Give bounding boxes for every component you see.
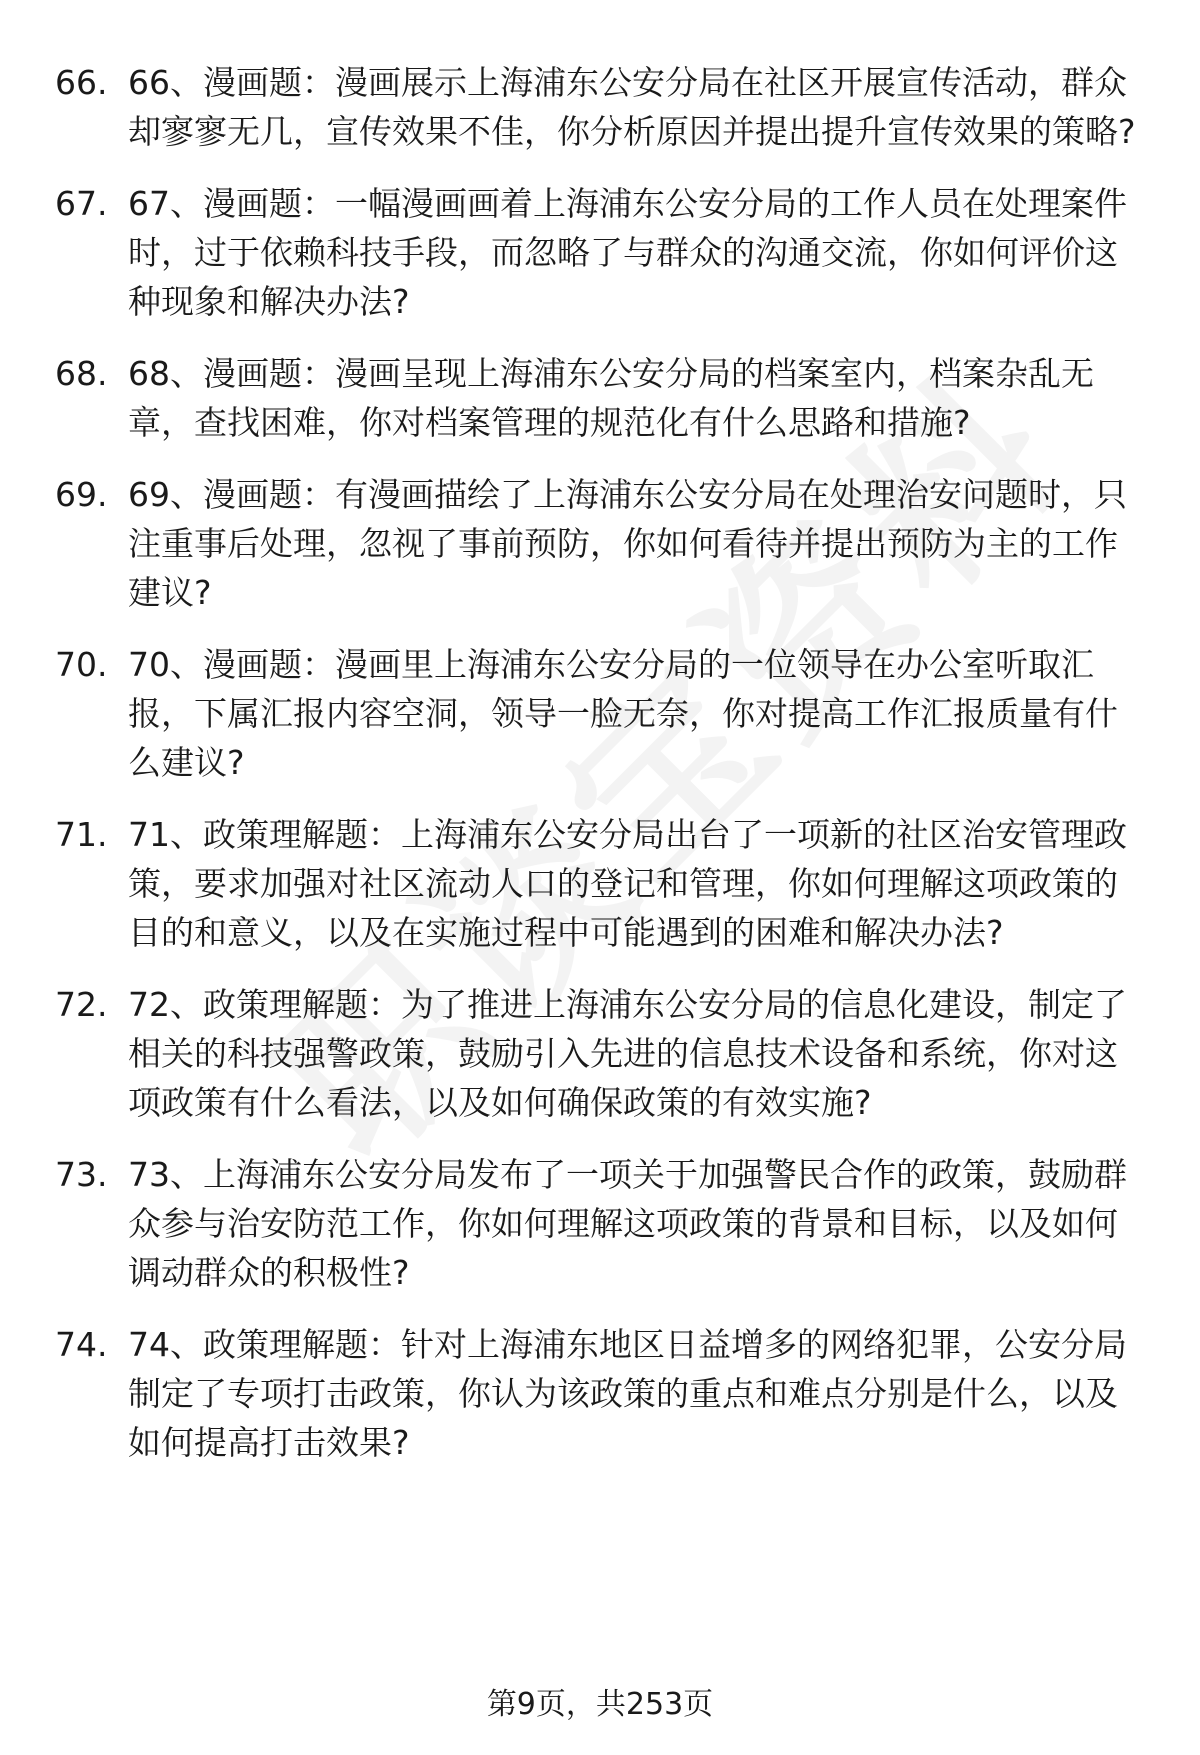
question-number: 74.	[55, 1325, 108, 1364]
question-number: 73.	[55, 1155, 108, 1194]
question-text: 70、漫画题：漫画里上海浦东公安分局的一位领导在办公室听取汇报，下属汇报内容空洞，领导一脸无奈，你对提高工作汇报质量有什么建议?	[128, 645, 1118, 782]
question-number: 71.	[55, 815, 108, 854]
question-item	[0, 1320, 1200, 1467]
question-number: 69.	[55, 475, 108, 514]
question-text: 72、政策理解题：为了推进上海浦东公安分局的信息化建设，制定了相关的科技强警政策，鼓励引入先进的信息技术设备和系统，你对这项政策有什么看法，以及如何确保政策的有效实施?	[128, 985, 1127, 1122]
question-text: 71、政策理解题：上海浦东公安分局出台了一项新的社区治安管理政策，要求加强对社区流动人口的登记和管理，你如何理解这项政策的目的和意义，以及在实施过程中可能遇到的困难和解决办法?	[128, 815, 1127, 952]
question-text: 69、漫画题：有漫画描绘了上海浦东公安分局在处理治安问题时，只注重事后处理，忽视了事前预防，你如何看待并提出预防为主的工作建议?	[128, 475, 1127, 612]
question-item	[0, 349, 1200, 447]
question-text: 73、上海浦东公安分局发布了一项关于加强警民合作的政策，鼓励群众参与治安防范工作，你如何理解这项政策的背景和目标，以及如何调动群众的积极性?	[128, 1155, 1127, 1292]
question-number: 72.	[55, 985, 108, 1024]
question-number: 67.	[55, 184, 108, 223]
question-text: 67、漫画题：一幅漫画画着上海浦东公安分局的工作人员在处理案件时，过于依赖科技手段，而忽略了与群众的沟通交流，你如何评价这种现象和解决办法?	[128, 184, 1127, 321]
question-item	[0, 470, 1200, 617]
question-item	[0, 640, 1200, 787]
question-number: 68.	[55, 354, 108, 393]
question-item	[0, 810, 1200, 957]
question-text: 74、政策理解题：针对上海浦东地区日益增多的网络犯罪，公安分局制定了专项打击政策，你认为该政策的重点和难点分别是什么，以及如何提高打击效果?	[128, 1325, 1127, 1462]
page-footer: 第9页，共253页	[486, 1687, 714, 1722]
question-item	[0, 1150, 1200, 1297]
question-text: 68、漫画题：漫画呈现上海浦东公安分局的档案室内，档案杂乱无章，查找困难，你对档案管理的规范化有什么思路和措施?	[128, 354, 1094, 442]
question-number: 66.	[55, 63, 108, 102]
question-list	[0, 58, 1200, 1490]
question-item	[0, 179, 1200, 326]
question-item	[0, 980, 1200, 1127]
question-item	[0, 58, 1200, 156]
question-number: 70.	[55, 645, 108, 684]
question-text: 66、漫画题：漫画展示上海浦东公安分局在社区开展宣传活动，群众却寥寥无几，宣传效果不佳，你分析原因并提出提升宣传效果的策略?	[128, 63, 1136, 151]
